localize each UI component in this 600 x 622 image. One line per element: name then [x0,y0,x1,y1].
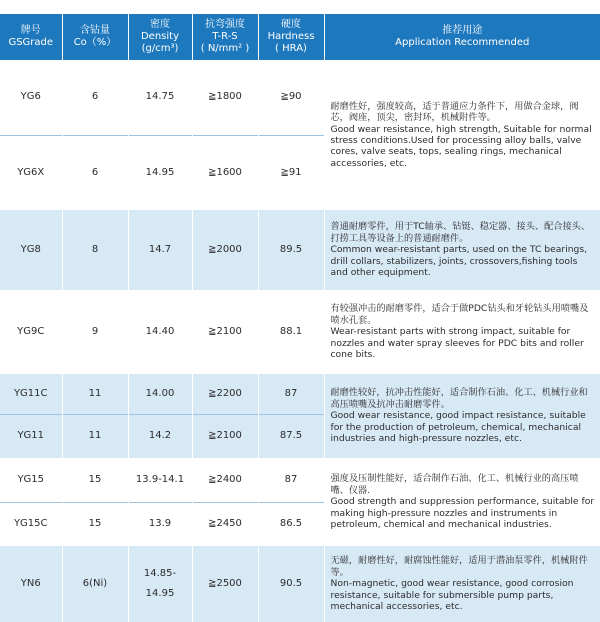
table-row [0,210,600,290]
header-row [0,14,600,60]
cobalt-cell: 8 [62,210,128,290]
density-cell: 14.00 [128,374,192,414]
cobalt-cell: 11 [62,374,128,414]
grade-cell: YG11C [0,374,62,414]
hardness-cell: 89.5 [258,210,324,290]
trs-cell: ≧2400 [192,458,258,502]
density-cell: 14.95 [128,135,192,210]
density-cell: 13.9 [128,502,192,546]
application-zh: 无磁，耐磨性好，耐腐蚀性能好，适用于潜油泵零件，机械附件等。 [330,555,588,578]
trs-cell: ≧1800 [192,60,258,135]
trs-cell: ≧2000 [192,210,258,290]
grade-cell: YG15C [0,502,62,546]
application-en: Good wear resistance, high strength, Suitable for normal stress conditions.Used for processing alloy balls, valve cores, valve seats, tops, sealing rings, mechanical accessories, etc. [330,123,592,169]
hardness-cell: 87 [258,374,324,414]
table-row [0,60,600,135]
hardness-cell: ≧91 [258,135,324,210]
cobalt-cell: 15 [62,458,128,502]
application-en: Good strength and suppression performance, suitable for making high-pressure nozzles and instruments in petroleum, chemical and mechanical industries. [330,496,595,531]
hardness-cell: 88.1 [258,290,324,374]
table-row [0,374,600,414]
grade-cell: YG15 [0,458,62,502]
application-cell [324,458,600,546]
hardness-cell: 86.5 [258,502,324,546]
density-cell: 13.9-14.1 [128,458,192,502]
header-hardness: 硬度 Hardness ( HRA) [258,14,324,60]
application-cell [324,290,600,374]
table-row [0,546,600,622]
trs-cell: ≧2100 [192,414,258,458]
application-cell [324,210,600,290]
application-en: Non-magnetic, good wear resistance, good corrosion resistance, suitable for submersible pump parts, mechanical accessories, etc. [330,578,574,613]
application-zh: 耐磨性好，强度较高，适于普通应力条件下，用做合金球，阀芯，阀座，顶尖，密封环，机械附件等。 [330,100,579,124]
grade-cell: YG6X [0,135,62,210]
application-cell [324,60,600,210]
application-cell [324,546,600,622]
carbide-grade-table [0,14,600,622]
header-grade: 牌号 GSGrade [0,14,62,60]
cobalt-cell: 6 [62,60,128,135]
cobalt-cell: 6 [62,135,128,210]
density-cell: 14.75 [128,60,192,135]
grade-cell: YG8 [0,210,62,290]
cobalt-cell: 9 [62,290,128,374]
application-en: Good wear resistance, good impact resistance, suitable for the production of petroleum, chemical, mechanical industries and high-pressure nozzles, etc. [330,410,586,445]
grade-cell: YN6 [0,546,62,622]
hardness-cell: 87 [258,458,324,502]
cobalt-cell: 11 [62,414,128,458]
application-zh: 普通耐磨零件，用于TC轴承、钻铤、稳定器、接头、配合接头、打捞工具等设备上的普通耐磨件。 [330,221,591,244]
application-zh: 强度及压制性能好，适合制作石油、化工、机械行业的高压喷嘴、仪器. [330,473,579,496]
trs-cell: ≧2200 [192,374,258,414]
trs-cell: ≧2500 [192,546,258,622]
header-density: 密度 Density (g/cm³) [128,14,192,60]
density-cell: 14.40 [128,290,192,374]
hardness-cell: 90.5 [258,546,324,622]
trs-cell: ≧1600 [192,135,258,210]
table-row [0,458,600,502]
cobalt-cell: 6(Ni) [62,546,128,622]
trs-cell: ≧2450 [192,502,258,546]
header-application: 推荐用途 Application Recommended [324,14,600,60]
table-row [0,290,600,374]
application-zh: 耐磨性较好，抗冲击性能好，适合制作石油、化工、机械行业和高压喷嘴及抗冲击耐磨零件。 [330,387,588,410]
hardness-cell: 87.5 [258,414,324,458]
grade-cell: YG9C [0,290,62,374]
application-en: Common wear-resistant parts, used on the TC bearings, drill collars, stabilizers, joints, crossovers,fishing tools and other equipment. [330,244,588,279]
application-zh: 有较强冲击的耐磨零件，适合于做PDC钻头和牙轮钻头用喷嘴及喷水孔套。 [330,303,589,326]
header-trs: 抗弯强度 T-R-S ( N/mm² ) [192,14,258,60]
hardness-cell: ≧90 [258,60,324,135]
grade-cell: YG11 [0,414,62,458]
density-cell: 14.2 [128,414,192,458]
density-cell: 14.7 [128,210,192,290]
trs-cell: ≧2100 [192,290,258,374]
grade-cell: YG6 [0,60,62,135]
density-cell: 14.85- 14.95 [128,546,192,622]
cobalt-cell: 15 [62,502,128,546]
header-cobalt: 含钴量 Co（%） [62,14,128,60]
application-cell [324,374,600,458]
application-en: Wear-resistant parts with strong impact, suitable for nozzles and water spray sleeves for PDC bits and roller cone bits. [330,326,584,361]
